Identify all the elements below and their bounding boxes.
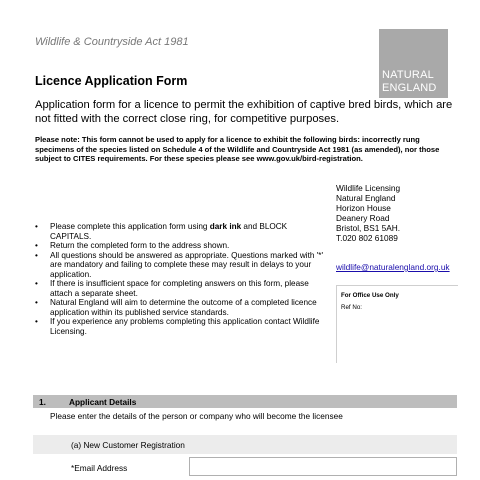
instruction-text: If you experience any problems completing this application contact Wildlife Licensing. — [50, 317, 320, 336]
address-line: Wildlife Licensing — [336, 183, 401, 193]
instruction-text: Return the completed form to the address shown. — [50, 241, 230, 250]
address-line: Deanery Road — [336, 213, 390, 223]
list-item — [35, 251, 325, 280]
instructions-list — [35, 222, 325, 336]
list-item — [35, 298, 325, 317]
section-title: Applicant Details — [69, 397, 137, 407]
subsection-title: (a) New Customer Registration — [71, 440, 185, 450]
list-item — [35, 279, 325, 298]
section-header-bar — [33, 395, 457, 408]
postal-address — [336, 183, 400, 243]
instruction-text: All questions should be answered as appropriate. Questions marked with '*' are mandatory and failing to complete these may result in delays to your application. — [50, 250, 324, 279]
address-line: Horizon House — [336, 203, 391, 213]
reference-number-label: Ref No: — [341, 304, 362, 311]
bullet-icon: • — [35, 298, 38, 307]
act-title: Wildlife & Countryside Act 1981 — [35, 36, 189, 48]
important-note: Please note: This form cannot be used to apply for a licence to exhibit the following birds: incorrectly rung specimens of the species listed on Schedule 4 of the Wildlife and Countryside Act 1981 (as amended), nor those subject to CITES requirements. For these species please see www.gov.uk/bird-registration. — [35, 135, 440, 164]
address-line: T.020 802 61089 — [336, 233, 398, 243]
section-description: Please enter the details of the person or company who will become the licensee — [50, 411, 343, 421]
office-use-heading: For Office Use Only — [341, 292, 399, 299]
form-subtitle: Application form for a licence to permit the exhibition of captive bred birds, which are not fitted with the correct close ring, for competitive purposes. — [35, 99, 453, 125]
instruction-text: Please complete this application form using — [50, 222, 210, 231]
instruction-text: If there is insufficient space for completing answers on this form, please attach a separate sheet. — [50, 279, 309, 298]
instruction-text: Natural England will aim to determine the outcome of a completed licence application within its published service standards. — [50, 298, 317, 317]
email-label: *Email Address — [71, 463, 128, 473]
bullet-icon: • — [35, 250, 38, 260]
list-item — [35, 241, 325, 251]
subsection-header — [33, 435, 457, 454]
natural-england-logo — [379, 29, 448, 98]
page-title: Licence Application Form — [35, 74, 188, 88]
list-item — [35, 317, 325, 336]
address-line: Bristol, BS1 5AH. — [336, 223, 401, 233]
instruction-text: and BLOCK CAPITALS. — [50, 222, 288, 241]
logo-line-2: ENGLAND — [382, 82, 437, 94]
bullet-icon: • — [35, 222, 38, 231]
section-number: 1. — [39, 397, 46, 407]
list-item — [35, 222, 325, 241]
bullet-icon: • — [35, 241, 38, 250]
office-use-box — [336, 285, 458, 363]
instruction-emphasis: dark ink — [209, 222, 242, 231]
bullet-icon: • — [35, 279, 38, 288]
address-line: Natural England — [336, 193, 396, 203]
bullet-icon: • — [35, 317, 38, 326]
email-field[interactable] — [189, 457, 457, 476]
logo-line-1: NATURAL — [382, 69, 434, 81]
contact-email-link[interactable]: wildlife@naturalengland.org.uk — [336, 262, 450, 272]
